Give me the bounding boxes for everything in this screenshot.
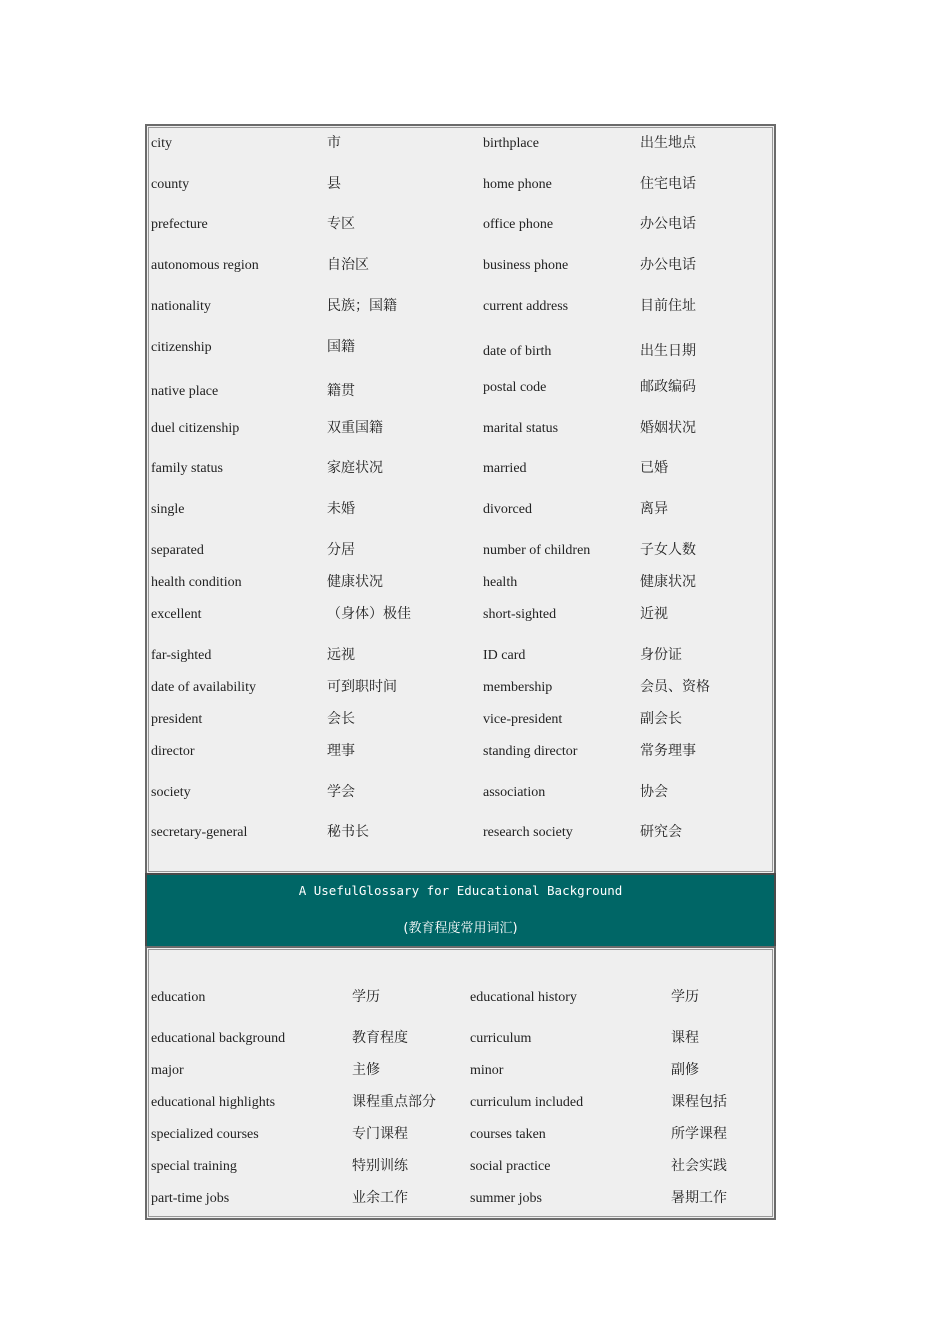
glossary-term-en: educational highlights — [151, 1095, 276, 1110]
glossary-term-zh: 身份证 — [640, 648, 682, 663]
glossary-term-zh: 常务理事 — [640, 744, 696, 759]
glossary-term-zh: 课程重点部分 — [352, 1095, 436, 1110]
glossary-term-en: part-time jobs — [151, 1191, 230, 1206]
glossary-term-zh: 出生日期 — [640, 344, 696, 359]
glossary-term-zh: 已婚 — [640, 461, 668, 476]
glossary-term-en: date of availability — [151, 680, 256, 695]
glossary-term-en: separated — [151, 543, 204, 558]
glossary-term-zh: 分居 — [327, 543, 355, 558]
personal-glossary-table — [145, 124, 776, 875]
glossary-term-en: summer jobs — [470, 1191, 542, 1206]
glossary-term-zh: 住宅电话 — [640, 177, 696, 192]
glossary-term-zh: 特别训练 — [352, 1159, 408, 1174]
glossary-term-zh: 婚姻状况 — [640, 421, 696, 436]
glossary-term-en: director — [151, 744, 195, 759]
glossary-term-zh: 籍贯 — [327, 384, 355, 399]
glossary-term-en: health condition — [151, 575, 242, 590]
glossary-term-en: special training — [151, 1159, 237, 1174]
glossary-term-zh: 目前住址 — [640, 299, 696, 314]
banner-title: A UsefulGlossary for Educational Background — [298, 883, 623, 898]
glossary-term-en: city — [151, 136, 172, 151]
glossary-term-zh: 办公电话 — [640, 217, 696, 232]
glossary-term-zh: 所学课程 — [671, 1127, 727, 1142]
glossary-term-en: business phone — [483, 258, 569, 273]
glossary-term-zh: 研究会 — [640, 825, 682, 840]
glossary-term-zh: （身体）极佳 — [327, 607, 411, 622]
glossary-term-zh: 家庭状况 — [327, 461, 383, 476]
glossary-term-en: county — [151, 177, 190, 192]
glossary-term-zh: 专区 — [327, 217, 355, 232]
education-glossary-table — [145, 946, 776, 1220]
glossary-term-en: single — [151, 502, 185, 517]
glossary-term-zh: 主修 — [352, 1063, 380, 1078]
glossary-term-en: prefecture — [151, 217, 208, 232]
glossary-term-en: educational history — [470, 990, 577, 1005]
glossary-term-zh: 市 — [327, 136, 341, 151]
glossary-term-en: minor — [470, 1063, 504, 1078]
glossary-term-en: courses taken — [470, 1127, 546, 1142]
glossary-term-en: ID card — [483, 648, 526, 663]
glossary-term-zh: 子女人数 — [640, 543, 696, 558]
glossary-term-en: secretary-general — [151, 825, 248, 840]
glossary-term-en: short-sighted — [483, 607, 557, 622]
glossary-term-zh: 近视 — [640, 607, 668, 622]
glossary-term-zh: 专门课程 — [352, 1127, 408, 1142]
glossary-term-zh: 副修 — [671, 1063, 699, 1078]
glossary-term-zh: 学历 — [352, 990, 380, 1005]
glossary-term-zh: 秘书长 — [327, 825, 369, 840]
glossary-term-en: president — [151, 712, 203, 727]
glossary-term-zh: 教育程度 — [352, 1031, 408, 1046]
glossary-term-zh: 可到职时间 — [327, 680, 397, 695]
glossary-term-en: vice-president — [483, 712, 563, 727]
glossary-term-zh: 离异 — [640, 502, 668, 517]
glossary-term-zh: 课程 — [671, 1031, 699, 1046]
glossary-term-en: divorced — [483, 502, 532, 517]
glossary-term-en: social practice — [470, 1159, 551, 1174]
glossary-term-zh: 会长 — [327, 712, 355, 727]
glossary-term-zh: 国籍 — [327, 340, 355, 355]
glossary-term-en: excellent — [151, 607, 202, 622]
glossary-term-en: membership — [483, 680, 553, 695]
glossary-term-zh: 学会 — [327, 785, 355, 800]
glossary-term-zh: 未婚 — [327, 502, 355, 517]
glossary-term-en: society — [151, 785, 191, 800]
glossary-term-en: married — [483, 461, 527, 476]
glossary-term-en: date of birth — [483, 344, 552, 359]
glossary-term-en: family status — [151, 461, 223, 476]
glossary-term-en: research society — [483, 825, 573, 840]
glossary-term-en: number of children — [483, 543, 591, 558]
glossary-term-en: major — [151, 1063, 184, 1078]
glossary-term-zh: 暑期工作 — [671, 1191, 727, 1206]
glossary-term-zh: 副会长 — [640, 712, 682, 727]
glossary-term-en: educational background — [151, 1031, 286, 1046]
glossary-term-en: postal code — [483, 380, 547, 395]
glossary-term-en: standing director — [483, 744, 578, 759]
glossary-term-en: health — [483, 575, 518, 590]
glossary-term-en: office phone — [483, 217, 554, 232]
glossary-term-zh: 学历 — [671, 990, 699, 1005]
glossary-term-en: curriculum — [470, 1031, 532, 1046]
glossary-term-zh: 远视 — [327, 648, 355, 663]
glossary-term-en: curriculum included — [470, 1095, 584, 1110]
glossary-term-en: citizenship — [151, 340, 212, 355]
glossary-term-zh: 民族；国籍 — [327, 299, 397, 314]
glossary-term-zh: 理事 — [327, 744, 355, 759]
glossary-term-en: specialized courses — [151, 1127, 259, 1142]
glossary-term-en: duel citizenship — [151, 421, 240, 436]
glossary-term-en: current address — [483, 299, 569, 314]
glossary-term-en: association — [483, 785, 546, 800]
glossary-term-zh: 协会 — [640, 785, 668, 800]
glossary-term-zh: 办公电话 — [640, 258, 696, 273]
glossary-term-zh: 社会实践 — [671, 1159, 727, 1174]
glossary-term-zh: 出生地点 — [640, 136, 696, 151]
glossary-term-zh: 健康状况 — [640, 575, 696, 590]
glossary-term-en: marital status — [483, 421, 559, 436]
glossary-term-zh: 双重国籍 — [327, 421, 383, 436]
glossary-term-zh: 健康状况 — [327, 575, 383, 590]
education-glossary-banner — [145, 873, 776, 949]
glossary-term-en: home phone — [483, 177, 552, 192]
glossary-term-en: nationality — [151, 299, 211, 314]
glossary-term-zh: 业余工作 — [352, 1191, 408, 1206]
glossary-term-zh: 课程包括 — [671, 1095, 727, 1110]
glossary-term-en: native place — [151, 384, 219, 399]
glossary-term-en: far-sighted — [151, 648, 212, 663]
glossary-term-zh: 会员、资格 — [640, 680, 710, 695]
glossary-term-zh: 县 — [327, 177, 341, 192]
glossary-term-zh: 邮政编码 — [640, 380, 696, 395]
glossary-term-en: birthplace — [483, 136, 539, 151]
glossary-term-en: autonomous region — [151, 258, 259, 273]
glossary-term-en: education — [151, 990, 206, 1005]
banner-subtitle: (教育程度常用词汇) — [403, 921, 518, 936]
glossary-term-zh: 自治区 — [327, 258, 369, 273]
